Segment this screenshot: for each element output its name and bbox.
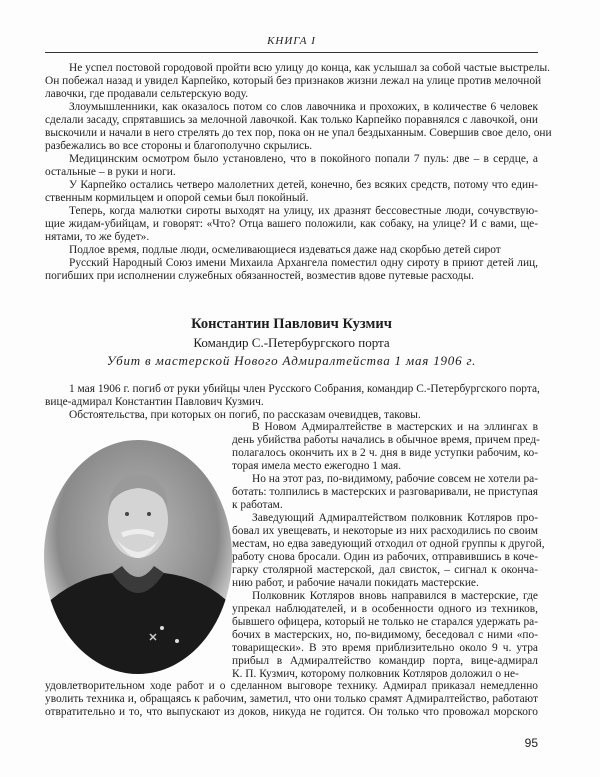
portrait-photo	[42, 438, 234, 676]
text-line: отвратительно и то, что выпускают из доков, никуда не годится. Он только что провожал морского	[45, 706, 538, 718]
text-line: Обстоятельства, при которых он погиб, по рассказам очевидцев, таковы.	[69, 409, 421, 421]
text-line: товарищески». В это время приблизительно около 9 ч. утра	[232, 642, 538, 654]
text-line: прибыл в Адмиралтейство командир порта, вице-адмирал	[232, 655, 538, 667]
text-line: Русский Народный Союз имени Михаила Архангела поместил одну сироту в приют детей лиц,	[69, 257, 538, 269]
text-line: удовлетворительном ходе работ и о сделанном выговоре технику. Адмирал приказал немедленно	[45, 680, 538, 692]
column-text	[232, 421, 545, 681]
text-line: остальные – в руки и ноги.	[45, 166, 176, 178]
text-line: 1 мая 1906 г. погиб от руки убийцы член Русского Собрания, командир С.-Петербургского порта,	[69, 383, 540, 395]
text-line: лавочки, где продавали сельтерскую воду.	[45, 88, 249, 100]
text-line: Подлое время, подлые люди, осмеливающиеся издеваться даже над скорбью детей сирот	[69, 244, 501, 256]
text-line: местам, но едва заведующий отходил от одной группы к другой,	[232, 538, 545, 550]
text-line: торая имела место ежегодно 1 мая.	[232, 460, 402, 472]
text-line: вице-адмирал Константин Павлович Кузмич.	[45, 396, 264, 408]
text-line: Злоумышленники, как оказалось потом со слов лавочника и прохожих, в количестве 6 человек	[69, 101, 538, 113]
text-line: день убийства работы начались в обычное время, причем пред-	[232, 434, 540, 446]
text-line: упрекал наблюдателей, и в особенности одного из техников,	[232, 603, 538, 615]
text-line: погибших при исполнении служебных обязанностей, возместив вдове путевые расходы.	[45, 270, 474, 282]
section-title: Константин Павлович Кузмич	[191, 316, 392, 332]
text-line: В Новом Адмиралтействе в мастерских и на эллингах в	[252, 421, 538, 433]
text-line: Он побежал назад и увидел Карпейко, который без признаков жизни лежал на улице против мелочной	[45, 75, 542, 87]
text-line: К. П. Кузмич, которому полковник Котляров доложил о не-	[232, 668, 519, 680]
text-line: нию работ, и рабочие начали покидать мастерские.	[232, 577, 479, 589]
running-title: КНИГА I	[267, 35, 316, 47]
text-line: гарку столярной мастерской, дал свисток, – сигнал к оконча-	[232, 564, 538, 576]
text-line: Теперь, когда малютки сироты выходят на улицу, их дразнят бессовестные люди, сочувствую-	[69, 205, 538, 217]
text-line: ственным кормильцем и опорой семьи был покойный.	[45, 192, 309, 204]
text-line: Медицинским осмотром было установлено, что в покойного попали 7 пуль: две – в сердце, а	[69, 153, 538, 165]
text-line: работу снова бросали. Один из рабочих, отправившись в коче-	[232, 551, 538, 563]
text-line: к работам.	[232, 499, 283, 511]
text-line: бочих в мастерских, но, по-видимому, беседовал с ними «по-	[232, 629, 538, 641]
text-line: Не успел постовой городовой пройти всю улицу до конца, как услышал за собой частые выстрелы.	[69, 62, 550, 74]
section-subtitle: Командир С.-Петербургского порта	[193, 335, 390, 350]
intro-text	[45, 62, 552, 283]
text-line: разбежались во все стороны и благополучно скрылись.	[45, 140, 313, 152]
text-line: нятами, то же будет».	[45, 231, 150, 243]
text-line: полагалось окончить их в 2 ч. дня в виде уступки рабочим, ко-	[232, 447, 538, 459]
text-line: сделали засаду, спрятавшись за мелочной лавочкой. Как только Карпейко поравнялся с лавочкой, они	[45, 114, 538, 126]
text-line: Но на этот раз, по-видимому, рабочие совсем не хотели ра-	[252, 473, 538, 485]
text-line: Заведующий Адмиралтейством полковник Котляров про-	[252, 512, 538, 524]
text-line: выскочили и начали в него стрелять до тех пор, пока он не упал бездыханным. Совершив свое дело, они	[45, 127, 552, 139]
page-number: 95	[524, 736, 538, 750]
text-line: щие жидам-убийцам, и говорят: «Что? Отца вашего положили, как собаку, на улице? И с вами, ще-	[45, 218, 538, 230]
header-rule	[45, 52, 538, 53]
continuation-text	[45, 680, 538, 719]
text-line: ботать: толпились в мастерских и разговаривали, не приступая	[232, 486, 538, 498]
text-line: У Карпейко остались четверо малолетних детей, конечно, без всяких средств, потому что един-	[69, 179, 538, 191]
section-text	[45, 383, 538, 422]
section-subtitle-italic: Убит в мастерской Нового Адмиралтейства 1 мая 1906 г.	[106, 353, 477, 368]
text-line: бывшего офицера, который не только не старался удержать ра-	[232, 616, 538, 628]
text-line: бовал их увещевать, и некоторые из них расходились по своим	[232, 525, 538, 537]
text-line: уволить техника и, обращаясь к рабочим, заметил, что они только срамят Адмиралтейство, работают	[45, 693, 538, 705]
text-line: Полковник Котляров вновь направился в мастерские, где	[252, 590, 538, 602]
